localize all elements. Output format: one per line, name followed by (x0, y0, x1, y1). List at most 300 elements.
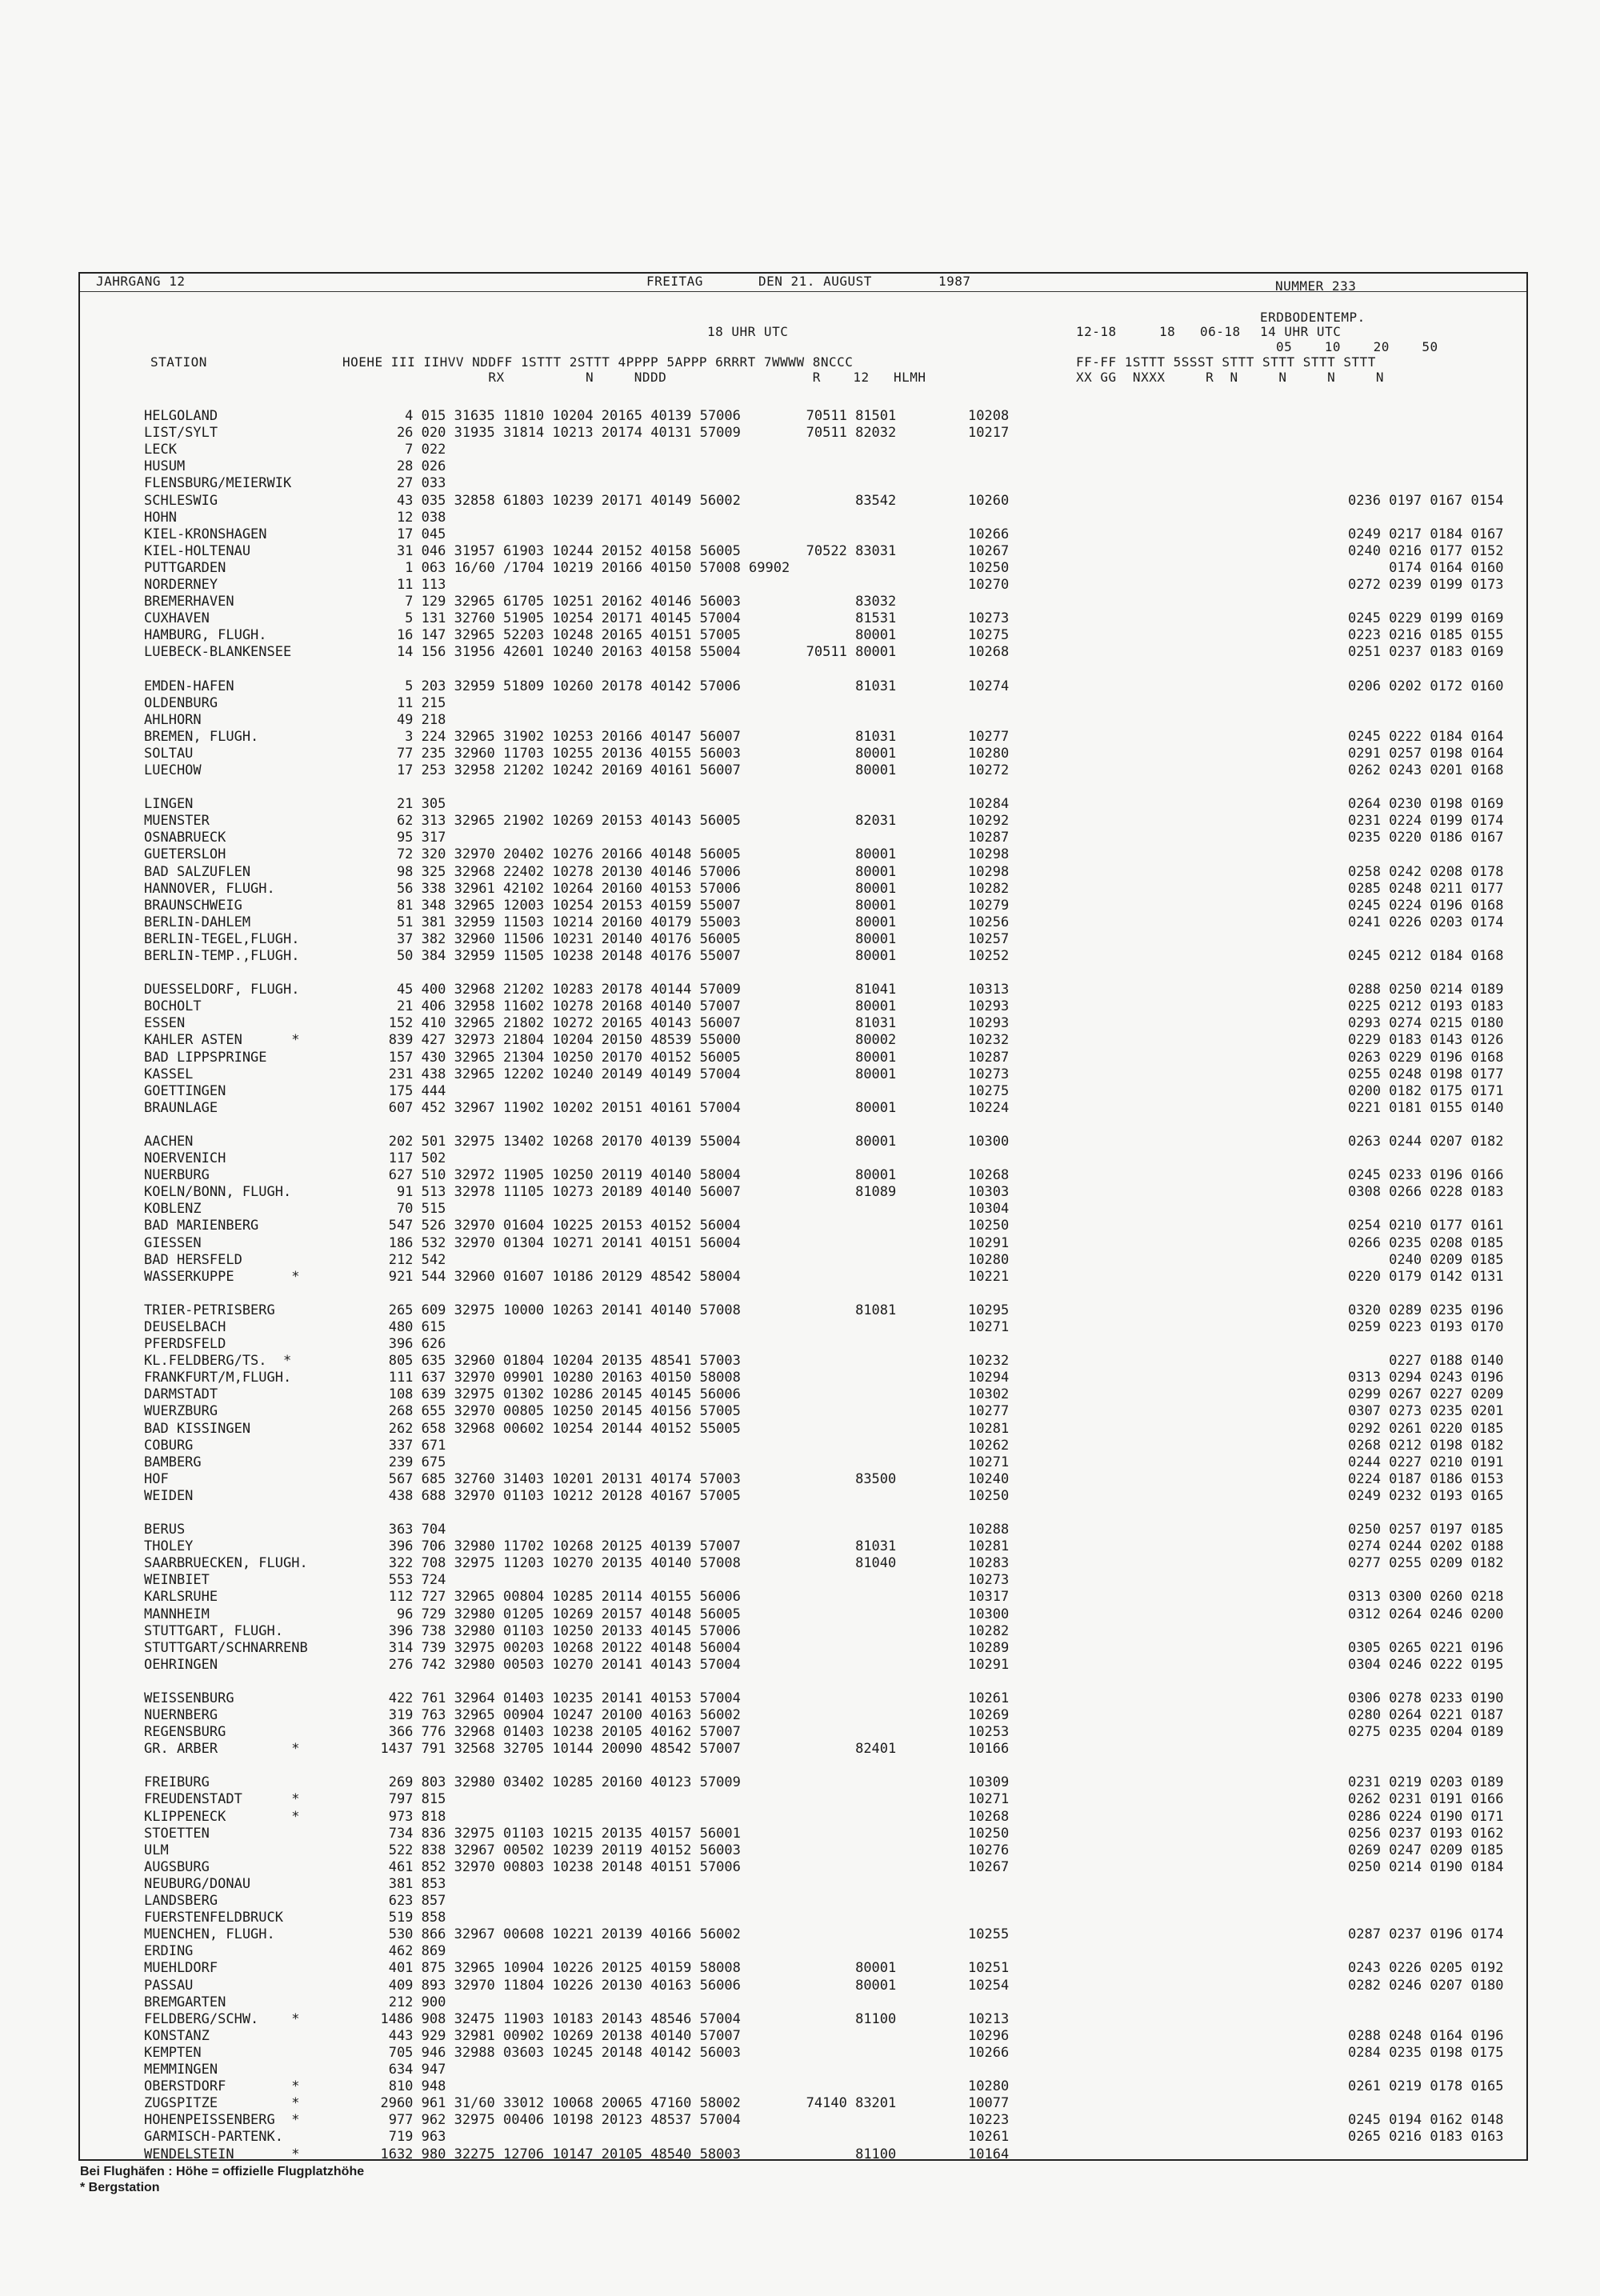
station-name: DUESSELDORF, FLUGH. (144, 982, 300, 998)
soil-temps: 0268 0212 0198 0182 (1348, 1437, 1504, 1454)
station-name: BRAUNLAGE (144, 1099, 218, 1116)
station-row (80, 695, 1526, 712)
station-name: DEUSELBACH (144, 1318, 226, 1335)
max-temp: 10291 (968, 1234, 1010, 1251)
day: FREITAG (646, 274, 703, 289)
soil-temps: 0245 0224 0196 0168 (1348, 897, 1504, 914)
max-temp: 10284 (968, 796, 1010, 813)
station-row (80, 1809, 1526, 1826)
station-row (80, 813, 1526, 830)
max-temp: 10288 (968, 1522, 1010, 1538)
station-name: FLENSBURG/MEIERWIK (144, 475, 292, 492)
station-name: HUSUM (144, 458, 186, 475)
station-row (80, 2095, 1526, 2112)
soil-temps: 0277 0255 0209 0182 (1348, 1555, 1504, 1572)
max-temp: 10223 (968, 2112, 1010, 2129)
station-row (80, 729, 1526, 746)
soil-temps: 0261 0219 0178 0165 (1348, 2078, 1504, 2095)
station-name: KEMPTEN (144, 2044, 202, 2061)
max-temp: 10268 (968, 644, 1010, 661)
max-temp: 10282 (968, 880, 1010, 897)
station-name: OSNABRUECK (144, 830, 226, 846)
soil-temps: 0307 0273 0235 0201 (1348, 1403, 1504, 1420)
synop-values: 239 675 (364, 1454, 446, 1470)
station-name: BREMEN, FLUGH. (144, 728, 259, 745)
synop-values: 3 224 32965 31902 10253 20166 40147 56007 81031 (364, 728, 897, 745)
year: 1987 (938, 274, 971, 289)
synop-values: 480 615 (364, 1318, 446, 1335)
synop-values: 1437 791 32568 32705 10144 20090 48542 57007 82401 (364, 1741, 897, 1758)
soil-temps: 0265 0216 0183 0163 (1348, 2129, 1504, 2146)
synop-values: 839 427 32973 21804 10204 20150 48539 55000 80002 (364, 1032, 897, 1049)
soil-temps: 0245 0222 0184 0164 (1348, 728, 1504, 745)
station-row (80, 1184, 1526, 1201)
station-row (80, 1201, 1526, 1218)
station-row (80, 931, 1526, 948)
station-row (80, 914, 1526, 931)
station-row (80, 1134, 1526, 1150)
max-temp: 10300 (968, 1133, 1010, 1150)
time-06-18: 06-18 (1200, 324, 1241, 339)
soil-temps: 0229 0183 0143 0126 (1348, 1032, 1504, 1049)
soil-temps: 0243 0226 0205 0192 (1348, 1960, 1504, 1977)
synop-values: 1486 908 32475 11903 10183 20143 48546 57004 81100 (364, 2010, 897, 2027)
station-name: COBURG (144, 1437, 194, 1454)
synop-values: 519 858 (364, 1910, 446, 1926)
soil-temps: 0227 0188 0140 (1348, 1353, 1504, 1370)
station-row (80, 1978, 1526, 1994)
soil-temps: 0224 0187 0186 0153 (1348, 1470, 1504, 1487)
station-name: KOELN/BONN, FLUGH. (144, 1184, 292, 1201)
synop-values: 607 452 32967 11902 10202 20151 40161 57004 80001 (364, 1099, 897, 1116)
station-name: KIEL-HOLTENAU (144, 542, 251, 559)
station-row (80, 1522, 1526, 1538)
station-row (80, 1319, 1526, 1336)
station-name: SAARBRUECKEN, FLUGH. (144, 1555, 308, 1572)
synop-values: 70 515 (364, 1201, 446, 1218)
station-row (80, 1893, 1526, 1910)
station-name: NUERBURG (144, 1167, 210, 1184)
synop-values: 62 313 32965 21902 10269 20153 40143 56005 82031 (364, 813, 897, 830)
station-row (80, 610, 1526, 627)
soil-temps: 0240 0216 0177 0152 (1348, 542, 1504, 559)
station-name: KONSTANZ (144, 2027, 210, 2044)
station-name: BERLIN-TEMP.,FLUGH. (144, 948, 300, 964)
synop-values: 634 947 (364, 2062, 446, 2078)
station-name: AHLHORN (144, 711, 202, 728)
station-name: STUTTGART, FLUGH. (144, 1622, 283, 1639)
soil-temps: 0274 0244 0202 0188 (1348, 1538, 1504, 1555)
station-name: STUTTGART/SCHNARRENB (144, 1639, 308, 1656)
station-name: SOLTAU (144, 745, 194, 762)
station-row (80, 1235, 1526, 1252)
station-row (80, 1842, 1526, 1859)
soil-temps: 0206 0202 0172 0160 (1348, 678, 1504, 694)
soil-temps: 0287 0237 0196 0174 (1348, 1926, 1504, 1943)
station-name: MUEHLDORF (144, 1960, 218, 1977)
synop-values: 627 510 32972 11905 10250 20119 40140 58004 80001 (364, 1167, 897, 1184)
synop-values: 17 045 (364, 526, 446, 542)
station-name: BERUS (144, 1522, 186, 1538)
max-temp: 10277 (968, 1403, 1010, 1420)
station-row (80, 1386, 1526, 1403)
soil-temps: 0262 0243 0201 0168 (1348, 762, 1504, 778)
time-main: 18 UHR UTC (707, 324, 789, 339)
synop-values: 265 609 32975 10000 10263 20141 40140 57008 81081 (364, 1302, 897, 1318)
station-row (80, 678, 1526, 695)
max-temp: 10293 (968, 998, 1010, 1015)
max-temp: 10296 (968, 2027, 1010, 2044)
soil-temps: 0272 0239 0199 0173 (1348, 577, 1504, 593)
station-name: WUERZBURG (144, 1403, 218, 1420)
max-temp: 10271 (968, 1454, 1010, 1470)
station-name: PUTTGARDEN (144, 559, 226, 576)
max-temp: 10294 (968, 1370, 1010, 1386)
station-name: OLDENBURG (144, 694, 218, 711)
synop-values: 17 253 32958 21202 10242 20169 40161 56007 80001 (364, 762, 897, 778)
erdboden-time: 14 UHR UTC (1260, 324, 1342, 339)
station-row (80, 543, 1526, 560)
max-temp: 10273 (968, 610, 1010, 627)
max-temp: 10282 (968, 1622, 1010, 1639)
station-name: HOF (144, 1470, 169, 1487)
synop-values: 366 776 32968 01403 10238 20105 40162 57007 (364, 1724, 741, 1741)
max-temp: 10287 (968, 1049, 1010, 1066)
synop-values: 117 502 (364, 1150, 446, 1166)
synop-values: 37 382 32960 11506 10231 20140 40176 56005 80001 (364, 930, 897, 947)
station-name: BAD LIPPSPRINGE (144, 1049, 267, 1066)
station-name: GUETERSLOH (144, 846, 226, 863)
max-temp: 10277 (968, 728, 1010, 745)
synop-values: 805 635 32960 01804 10204 20135 48541 57003 (364, 1353, 741, 1370)
max-temp: 10279 (968, 897, 1010, 914)
station-name: HANNOVER, FLUGH. (144, 880, 275, 897)
codes-line1: HOEHE III IIHVV NDDFF 1STTT 2STTT 4PPPP 5APPP 6RRRT 7WWWW 8NCCC (342, 354, 854, 370)
station-name: TRIER-PETRISBERG (144, 1302, 275, 1318)
station-name: FREIBURG (144, 1774, 210, 1791)
synop-values: 567 685 32760 31403 10201 20131 40174 57003 83500 (364, 1470, 897, 1487)
station-row (80, 1370, 1526, 1386)
max-temp: 10262 (968, 1437, 1010, 1454)
station-name: KL.FELDBERG/TS. * (144, 1353, 292, 1370)
station-name: GIESSEN (144, 1234, 202, 1251)
station-row (80, 1791, 1526, 1808)
report-frame (78, 272, 1528, 2161)
station-row (80, 1774, 1526, 1791)
max-temp: 10281 (968, 1420, 1010, 1437)
max-temp: 10317 (968, 1589, 1010, 1606)
synop-values: 27 033 (364, 475, 446, 492)
station-name: ERDING (144, 1943, 194, 1960)
synop-values: 12 038 (364, 509, 446, 526)
station-name: THOLEY (144, 1538, 194, 1555)
soil-temps: 0275 0235 0204 0189 (1348, 1724, 1504, 1741)
station-name: BERLIN-DAHLEM (144, 914, 251, 930)
max-temp: 10255 (968, 1926, 1010, 1943)
soil-temps: 0241 0226 0203 0174 (1348, 914, 1504, 930)
station-row (80, 594, 1526, 610)
soil-temps: 0313 0300 0260 0218 (1348, 1589, 1504, 1606)
station-name: BREMERHAVEN (144, 594, 234, 610)
station-name: FRANKFURT/M,FLUGH. (144, 1370, 292, 1386)
station-row (80, 1640, 1526, 1657)
station-row (80, 982, 1526, 998)
station-name: WASSERKUPPE * (144, 1268, 300, 1285)
synop-values: 547 526 32970 01604 10225 20153 40152 56004 (364, 1218, 741, 1234)
soil-temps: 0313 0294 0243 0196 (1348, 1370, 1504, 1386)
soil-temps: 0250 0214 0190 0184 (1348, 1858, 1504, 1875)
station-name: FUERSTENFELDBRUCK (144, 1910, 283, 1926)
station-name: BAD KISSINGEN (144, 1420, 251, 1437)
synop-values: 98 325 32968 22402 10278 20130 40146 57006 80001 (364, 863, 897, 880)
station-row (80, 1269, 1526, 1286)
synop-values: 111 637 32970 09901 10280 20163 40150 58008 (364, 1370, 741, 1386)
synop-values: 734 836 32975 01103 10215 20135 40157 56001 (364, 1825, 741, 1842)
station-row (80, 526, 1526, 543)
soil-temps: 0299 0267 0227 0209 (1348, 1386, 1504, 1403)
station-row (80, 2028, 1526, 2045)
station-row (80, 1471, 1526, 1488)
synop-values: 314 739 32975 00203 10268 20122 40148 56004 (364, 1639, 741, 1656)
station-row (80, 746, 1526, 762)
synop-values: 553 724 (364, 1572, 446, 1589)
max-temp: 10268 (968, 1808, 1010, 1825)
station-name: HOHENPEISSENBERG * (144, 2112, 300, 2129)
synop-values: 268 655 32970 00805 10250 20145 40156 57005 (364, 1403, 741, 1420)
soil-temps: 0251 0237 0183 0169 (1348, 644, 1504, 661)
station-row (80, 1100, 1526, 1117)
max-temp: 10273 (968, 1572, 1010, 1589)
station-row (80, 1015, 1526, 1032)
max-temp: 10287 (968, 830, 1010, 846)
max-temp: 10251 (968, 1960, 1010, 1977)
synop-values: 26 020 31935 31814 10213 20174 40131 57009 70511 82032 (364, 425, 897, 442)
codes-right-line2: XX GG NXXX R N N N N (1076, 370, 1385, 385)
max-temp: 10291 (968, 1656, 1010, 1673)
station-name: KOBLENZ (144, 1201, 202, 1218)
station-name: WEINBIET (144, 1572, 210, 1589)
synop-values: 5 203 32959 51809 10260 20178 40142 57006 81031 (364, 678, 897, 694)
depths: 05 10 20 50 (1276, 339, 1438, 354)
station-row (80, 1032, 1526, 1049)
synop-values: 186 532 32970 01304 10271 20141 40151 56004 (364, 1234, 741, 1251)
station-row (80, 2146, 1526, 2163)
synop-values: 4 015 31635 11810 10204 20165 40139 57006 70511 81501 (364, 408, 897, 424)
station-name: NUERNBERG (144, 1707, 218, 1723)
station-row (80, 762, 1526, 779)
station-name: BRAUNSCHWEIG (144, 897, 242, 914)
station-row (80, 1859, 1526, 1876)
soil-temps: 0256 0237 0193 0162 (1348, 1825, 1504, 1842)
station-row (80, 408, 1526, 425)
station-row (80, 1926, 1526, 1943)
max-temp: 10274 (968, 678, 1010, 694)
synop-values: 28 026 (364, 458, 446, 475)
synop-values: 108 639 32975 01302 10286 20145 40145 56006 (364, 1386, 741, 1403)
max-temp: 10261 (968, 1690, 1010, 1706)
station-name: KARLSRUHE (144, 1589, 218, 1606)
station-name: HOHN (144, 509, 177, 526)
max-temp: 10224 (968, 1099, 1010, 1116)
station-row (80, 1555, 1526, 1572)
max-temp: 10289 (968, 1639, 1010, 1656)
station-name: WEISSENBURG (144, 1690, 234, 1706)
station-name: FELDBERG/SCHW. * (144, 2010, 300, 2027)
synop-values: 381 853 (364, 1875, 446, 1892)
station-name: BAD HERSFELD (144, 1251, 242, 1268)
station-row (80, 1083, 1526, 1100)
station-row (80, 2078, 1526, 2095)
soil-temps: 0312 0264 0246 0200 (1348, 1606, 1504, 1622)
max-temp: 10232 (968, 1353, 1010, 1370)
station-name: BAD MARIENBERG (144, 1218, 259, 1234)
max-temp: 10309 (968, 1774, 1010, 1791)
station-row (80, 712, 1526, 729)
station-row (80, 1488, 1526, 1505)
max-temp: 10250 (968, 1218, 1010, 1234)
station-name: EMDEN-HAFEN (144, 678, 234, 694)
soil-temps: 0304 0246 0222 0195 (1348, 1656, 1504, 1673)
station-row (80, 1960, 1526, 1977)
soil-temps: 0288 0248 0164 0196 (1348, 2027, 1504, 2044)
max-temp: 10280 (968, 745, 1010, 762)
max-temp: 10276 (968, 1842, 1010, 1858)
station-name: KAHLER ASTEN * (144, 1032, 300, 1049)
synop-values: 21 406 32958 11602 10278 20168 40140 57007 80001 (364, 998, 897, 1015)
synop-values: 212 542 (364, 1251, 446, 1268)
synop-values: 56 338 32961 42102 10264 20160 40153 57006 80001 (364, 880, 897, 897)
station-name: LIST/SYLT (144, 425, 218, 442)
max-temp: 10217 (968, 425, 1010, 442)
station-name: GOETTINGEN (144, 1082, 226, 1099)
synop-values: 7 129 32965 61705 10251 20162 40146 56003 83032 (364, 594, 897, 610)
synop-values: 152 410 32965 21802 10272 20165 40143 56007 81031 (364, 1015, 897, 1032)
soil-temps: 0286 0224 0190 0171 (1348, 1808, 1504, 1825)
max-temp: 10295 (968, 1302, 1010, 1318)
footnote-mountain: * Bergstation (80, 2181, 160, 2194)
max-temp: 10270 (968, 577, 1010, 593)
synop-values: 7 022 (364, 442, 446, 458)
soil-temps: 0263 0229 0196 0168 (1348, 1049, 1504, 1066)
max-temp: 10272 (968, 762, 1010, 778)
station-name: HELGOLAND (144, 408, 218, 424)
max-temp: 10077 (968, 2095, 1010, 2112)
station-name: MANNHEIM (144, 1606, 210, 1622)
station-row (80, 1657, 1526, 1674)
synop-values: 72 320 32970 20402 10276 20166 40148 56005 80001 (364, 846, 897, 863)
synop-values: 45 400 32968 21202 10283 20178 40144 57009 81041 (364, 982, 897, 998)
soil-temps: 0264 0230 0198 0169 (1348, 796, 1504, 813)
soil-temps: 0258 0242 0208 0178 (1348, 863, 1504, 880)
soil-temps: 0308 0266 0228 0183 (1348, 1184, 1504, 1201)
soil-temps: 0306 0278 0233 0190 (1348, 1690, 1504, 1706)
station-row (80, 864, 1526, 881)
synop-values: 49 218 (364, 711, 446, 728)
soil-temps: 0291 0257 0198 0164 (1348, 745, 1504, 762)
station-name: LECK (144, 442, 177, 458)
station-row (80, 510, 1526, 526)
soil-temps: 0259 0223 0193 0170 (1348, 1318, 1504, 1335)
synop-values: 77 235 32960 11703 10255 20136 40155 56003 80001 (364, 745, 897, 762)
synop-values: 91 513 32978 11105 10273 20189 40140 56007 81089 (364, 1184, 897, 1201)
synop-values: 530 866 32967 00608 10221 20139 40166 56002 (364, 1926, 741, 1943)
station-row (80, 1403, 1526, 1420)
station-name: GARMISCH-PARTENK. (144, 2129, 283, 2146)
synop-values: 112 727 32965 00804 10285 20114 40155 56006 (364, 1589, 741, 1606)
header-rule (80, 291, 1526, 292)
station-name: REGENSBURG (144, 1724, 226, 1741)
station-name: MUENCHEN, FLUGH. (144, 1926, 275, 1943)
station-row (80, 1943, 1526, 1960)
station-name: KIEL-KRONSHAGEN (144, 526, 267, 542)
station-name: BERLIN-TEGEL,FLUGH. (144, 930, 300, 947)
station-name: CUXHAVEN (144, 610, 210, 627)
max-temp: 10266 (968, 2044, 1010, 2061)
soil-temps: 0293 0274 0215 0180 (1348, 1015, 1504, 1032)
soil-temps: 0236 0197 0167 0154 (1348, 492, 1504, 509)
max-temp: 10283 (968, 1555, 1010, 1572)
station-row (80, 898, 1526, 914)
max-temp: 10164 (968, 2146, 1010, 2162)
synop-values: 231 438 32965 12202 10240 20149 40149 57004 80001 (364, 1066, 897, 1082)
station-row (80, 1707, 1526, 1724)
station-name: FREUDENSTADT * (144, 1791, 300, 1808)
synop-values: 422 761 32964 01403 10235 20141 40153 57004 (364, 1690, 741, 1706)
station-row (80, 2129, 1526, 2146)
station-row (80, 1910, 1526, 1926)
station-row (80, 830, 1526, 846)
soil-temps: 0244 0227 0210 0191 (1348, 1454, 1504, 1470)
synop-values: 262 658 32968 00602 10254 20144 40152 55005 (364, 1420, 741, 1437)
station-name: OEHRINGEN (144, 1656, 218, 1673)
station-row (80, 1050, 1526, 1066)
soil-temps: 0266 0235 0208 0185 (1348, 1234, 1504, 1251)
station-row (80, 998, 1526, 1015)
soil-temps: 0263 0244 0207 0182 (1348, 1133, 1504, 1150)
max-temp: 10280 (968, 1251, 1010, 1268)
station-name: WENDELSTEIN * (144, 2146, 300, 2162)
synop-values: 396 626 (364, 1336, 446, 1352)
time-18: 18 (1159, 324, 1176, 339)
synop-values: 31 046 31957 61903 10244 20152 40158 56005 70522 83031 (364, 542, 897, 559)
station-row (80, 1438, 1526, 1454)
synop-values: 462 869 (364, 1943, 446, 1960)
synop-values: 623 857 (364, 1893, 446, 1909)
station-name: OBERSTDORF * (144, 2078, 300, 2095)
max-temp: 10257 (968, 930, 1010, 947)
soil-temps: 0231 0224 0199 0174 (1348, 813, 1504, 830)
max-temp: 10313 (968, 982, 1010, 998)
soil-temps: 0245 0194 0162 0148 (1348, 2112, 1504, 2129)
synop-values: 11 215 (364, 694, 446, 711)
station-row (80, 1353, 1526, 1370)
station-name: SCHLESWIG (144, 492, 218, 509)
synop-values: 212 900 (364, 1994, 446, 2010)
synop-values: 51 381 32959 11503 10214 20160 40179 55003 80001 (364, 914, 897, 930)
max-temp: 10261 (968, 2129, 1010, 2146)
station-name: NEUBURG/DONAU (144, 1875, 251, 1892)
max-temp: 10252 (968, 948, 1010, 964)
synop-values: 14 156 31956 42601 10240 20163 40158 55004 70511 80001 (364, 644, 897, 661)
synop-values: 43 035 32858 61803 10239 20171 40149 56002 83542 (364, 492, 897, 509)
station-row (80, 458, 1526, 475)
synop-values: 95 317 (364, 830, 446, 846)
station-label: STATION (150, 354, 207, 370)
station-name: STOETTEN (144, 1825, 210, 1842)
synop-values: 438 688 32970 01103 10212 20128 40167 57005 (364, 1487, 741, 1504)
soil-temps: 0174 0164 0160 (1348, 559, 1504, 576)
max-temp: 10250 (968, 559, 1010, 576)
